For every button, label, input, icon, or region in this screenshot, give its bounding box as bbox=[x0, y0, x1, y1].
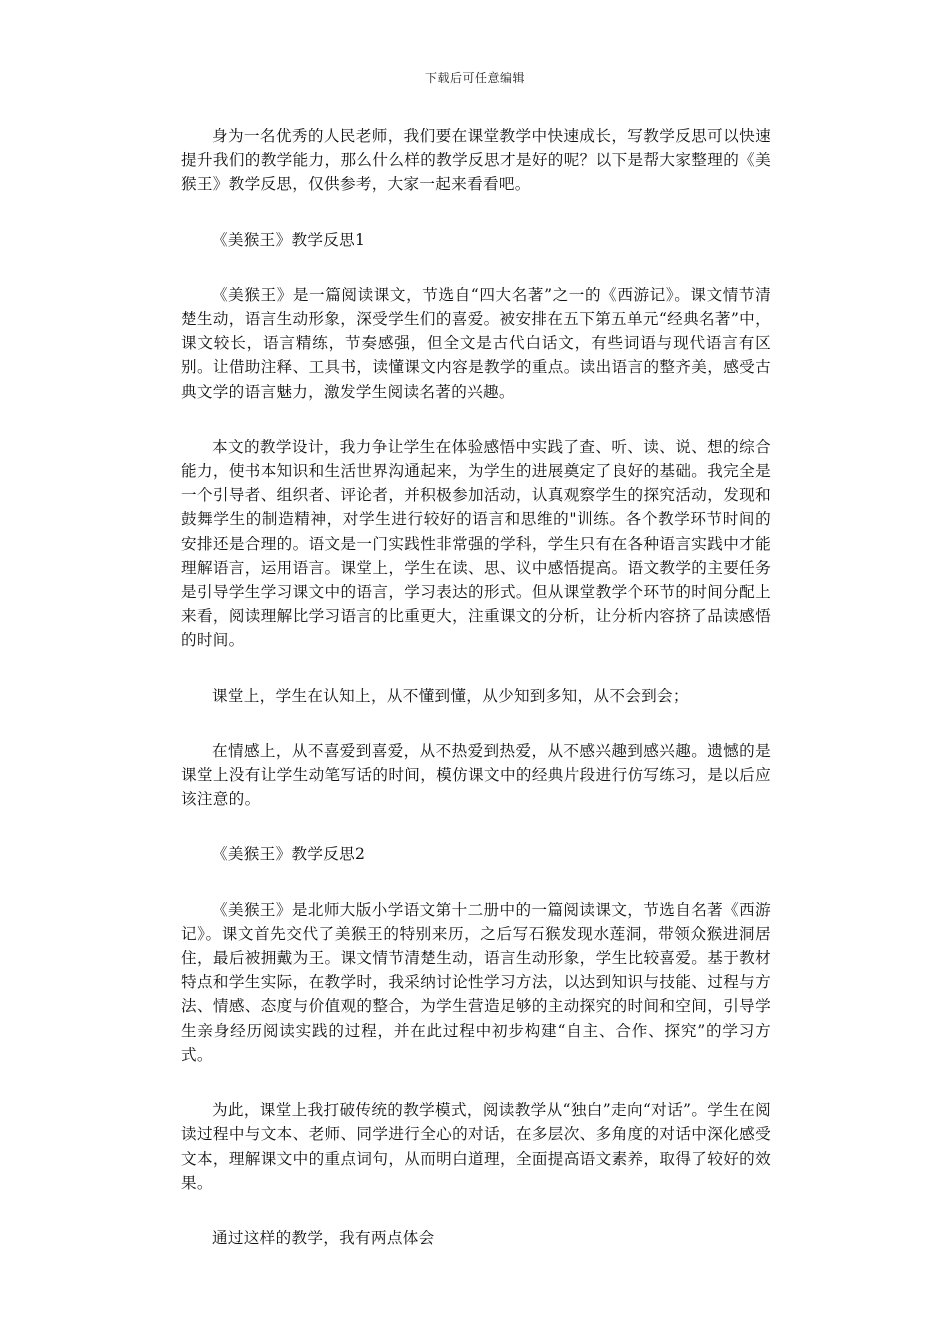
section-title-2: 《美猴王》教学反思2 bbox=[212, 845, 366, 864]
paragraph: 课堂上，学生在认知上，从不懂到懂，从少知到多知，从不会到会； bbox=[212, 686, 689, 705]
paragraph: 在情感上，从不喜爱到喜爱，从不热爱到热爱，从不感兴趣到感兴趣。遗憾的是课堂上没有让学生动笔写话的时间，模仿课文中的经典片段进行仿写练习，是以后应该注意的。 bbox=[181, 741, 771, 809]
paragraph: 为此，课堂上我打破传统的教学模式，阅读教学从“独白”走向“对话”。学生在阅读过程中与文本、老师、同学进行全心的对话，在多层次、多角度的对话中深化感受文本，理解课文中的重点词句，从而明白道理，全面提高语文素养，取得了较好的效果。 bbox=[181, 1101, 771, 1192]
paragraph: 《美猴王》是一篇阅读课文，节选自“四大名著”之一的《西游记》。课文情节清楚生动，语言生动形象，深受学生们的喜爱。被安排在五下第五单元“经典名著”中，课文较长，语言精练，节奏感强，但全文是古代白话文，有些词语与现代语言有区别。让借助注释、工具书，读懂课文内容是教学的重点。读出语言的整齐美，感受古典文学的语言魅力，激发学生阅读名著的兴趣。 bbox=[181, 285, 771, 401]
section-title-1: 《美猴王》教学反思1 bbox=[212, 230, 366, 249]
paragraph: 《美猴王》是北师大版小学语文第十二册中的一篇阅读课文，节选自名著《西游记》。课文首先交代了美猴王的特别来历，之后写石猴发现水莲洞，带领众猴进洞居住，最后被拥戴为王。课文情节清楚生动，语言生动形象，学生比较喜爱。基于教材特点和学生实际，在教学时，我采纳讨论性学习方法，以达到知识与技能、过程与方法、情感、态度与价值观的整合，为学生营造足够的主动探究的时间和空间，引导学生亲身经历阅读实践的过程，并在此过程中初步构建“自主、合作、探究”的学习方式。 bbox=[181, 900, 771, 1064]
paragraph: 本文的教学设计，我力争让学生在体验感悟中实践了查、听、读、说、想的综合能力，使书本知识和生活世界沟通起来，为学生的进展奠定了良好的基础。我完全是一个引导者、组织者、评论者，并积极参加活动，认真观察学生的探究活动，发现和鼓舞学生的制造精神，对学生进行较好的语言和思维的"训练。各个教学环节时间的安排还是合理的。语文是一门实践性非常强的学科，学生只有在各种语言实践中才能理解语言，运用语言。课堂上，学生在读、思、议中感悟提高。语文教学的主要任务是引导学生学习课文中的语言，学习表达的形式。但从课堂教学个环节的时间分配上来看，阅读理解比学习语言的比重更大，注重课文的分析，让分析内容挤了品读感悟的时间。 bbox=[181, 437, 771, 650]
paragraph: 通过这样的教学，我有两点体会 bbox=[212, 1228, 435, 1247]
intro-paragraph: 身为一名优秀的人民老师，我们要在课堂教学中快速成长，写教学反思可以快速提升我们的教学能力，那么什么样的教学反思才是好的呢？以下是帮大家整理的《美猴王》教学反思，仅供参考，大家一起来看看吧。 bbox=[181, 127, 771, 194]
header-note: 下载后可任意编辑 bbox=[424, 71, 525, 85]
article-body bbox=[181, 124, 771, 1281]
